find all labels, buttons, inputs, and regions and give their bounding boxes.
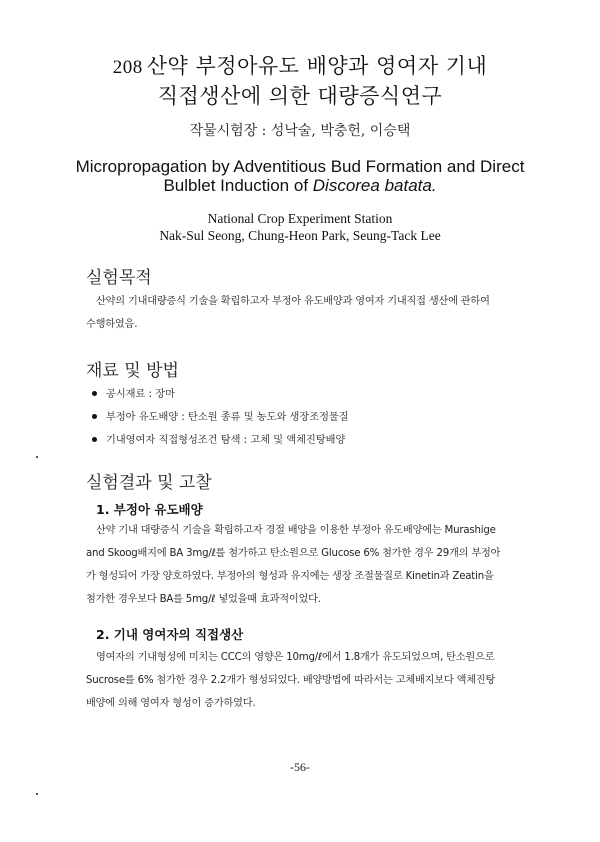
list-item-text: 부정아 유도배양 : 탄소원 종류 및 농도와 생장조정물질 [106,412,349,423]
scan-speck [36,793,38,795]
purpose-paragraph [86,290,518,336]
korean-title-line-1 [0,52,600,82]
bullet-icon [92,391,97,396]
results-subheading-2: 2. 기내 영여자의 직접생산 [96,627,244,642]
list-item [92,383,522,406]
affiliation [0,210,600,244]
english-title [0,157,600,195]
affiliation-station: National Crop Experiment Station [207,211,393,226]
section-heading-methods: 재료 및 방법 [86,361,179,381]
list-item-text: 공시재료 : 장마 [106,389,175,400]
list-item-text: 기내영여자 직접형성조건 탐색 : 고체 및 액체진탕배양 [106,435,346,446]
results-1-line: 가 형성되어 가장 양호하였다. 부정아의 형성과 유지에는 생장 조절물질로 Kinetin과 Zeatin을 [86,571,494,582]
results-1-line: 산약 기내 대량증식 기술을 확립하고자 경절 배양을 이용한 부정아 유도배양에는 Murashige [96,525,496,536]
bullet-icon [92,414,97,419]
results-paragraph-2 [86,646,518,715]
purpose-line: 수행하였음. [86,319,138,330]
section-heading-purpose: 실험목적 [86,268,152,288]
list-item [92,406,522,429]
section-heading-results: 실험결과 및 고찰 [86,473,212,493]
korean-title-text-1: 산약 부정아유도 배양과 영여자 기내 [146,54,488,78]
results-subheading-1: 1. 부정아 유도배양 [96,502,203,517]
affiliation-authors: Nak-Sul Seong, Chung-Heon Park, Seung-Tack Lee [159,228,441,243]
korean-title-line-2: 직접생산에 의한 대량증식연구 [157,84,443,108]
page-number: -56- [290,760,310,774]
purpose-line: 산약의 기내대량증식 기술을 확립하고자 부정아 유도배양과 영여자 기내직접 생산에 관하여 [96,296,490,307]
results-1-line: 첨가한 경우보다 BA를 5mg/ℓ 넣었을때 효과적이었다. [86,594,321,605]
korean-authors: 작물시험장 : 성낙술, 박충헌, 이승택 [189,123,411,139]
scan-speck [36,456,38,458]
results-2-line: 배양에 의해 영여자 형성이 증가하였다. [86,698,256,709]
bullet-icon [92,437,97,442]
methods-list [92,383,522,452]
results-1-line: and Skoog배지에 BA 3mg/ℓ를 첨가하고 탄소원으로 Glucose 6% 첨가한 경우 29개의 부정아 [86,548,501,559]
paper-number: 208 [112,57,143,78]
list-item [92,429,522,452]
english-title-line-1: Micropropagation by Adventitious Bud Formation and Direct [75,157,525,176]
english-title-line-2 [0,176,600,195]
results-2-line: Sucrose를 6% 첨가한 경우 2.2개가 형성되었다. 배양방법에 따라서는 고체배지보다 액체진탕 [86,675,496,686]
korean-title [0,52,600,110]
species-name: Discorea batata. [312,176,437,195]
results-paragraph-1 [86,519,518,611]
results-2-line: 영여자의 기내형성에 미치는 CCC의 영향은 10mg/ℓ에서 1.8개가 유도되었으며, 탄소원으로 [96,652,495,663]
english-title-line-2-prefix: Bulblet Induction of [163,176,313,195]
